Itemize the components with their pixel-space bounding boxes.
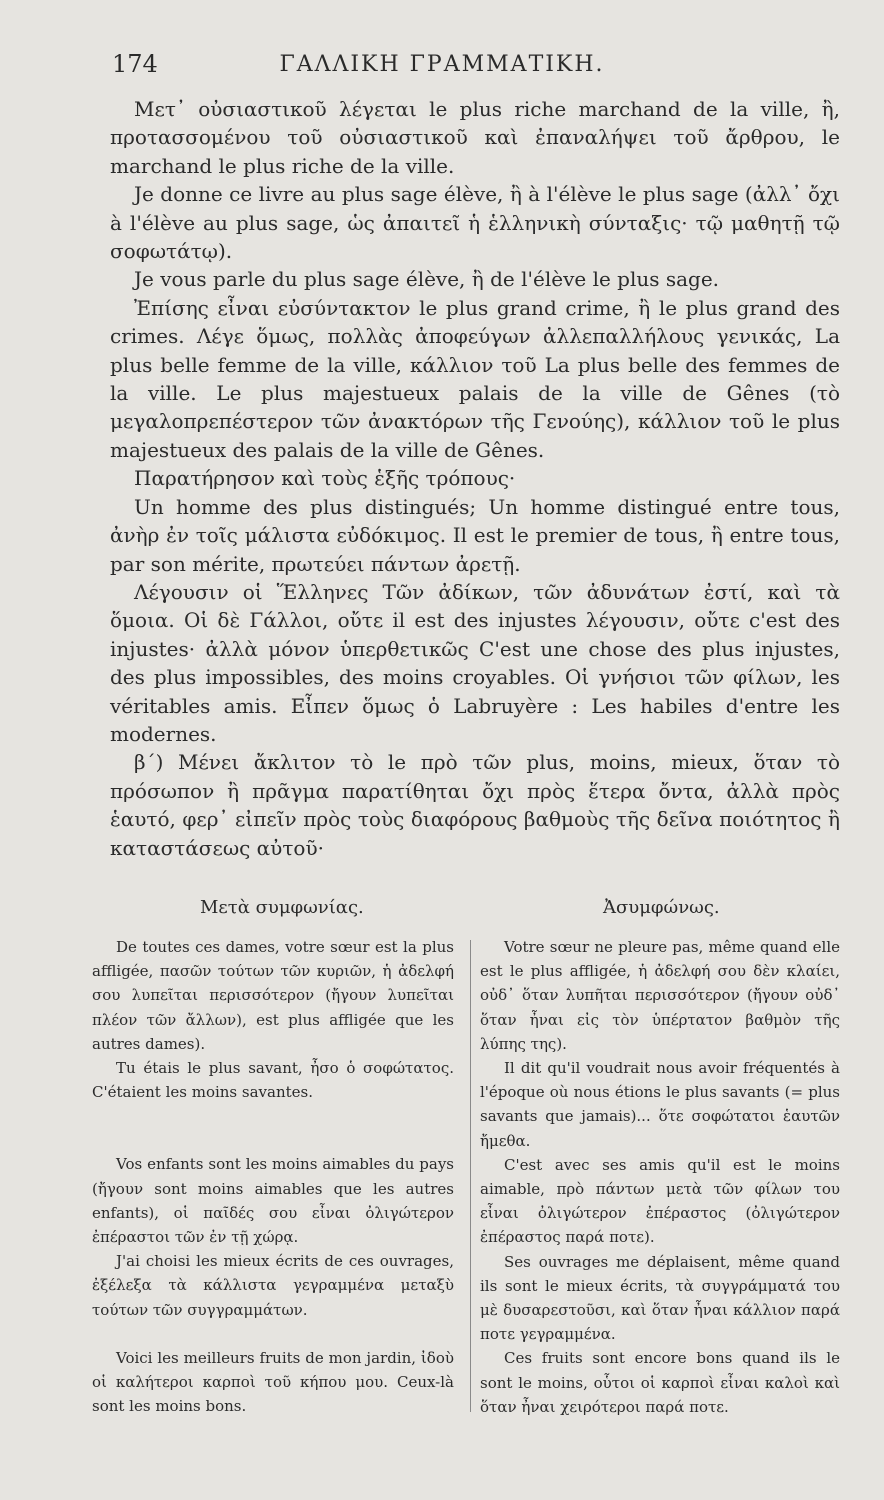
example-paragraph: C'est avec ses amis qu'il est le moins aimable, πρὸ πάντων μετὰ τῶν φίλων του εἶναι ὀλιγώτερον ἐπέραστος (ὀλιγώτερον ἐπέραστος παρά ποτε). (480, 1155, 840, 1247)
paragraph: Μετ᾽ οὐσιαστικοῦ λέγεται le plus riche marchand de la ville, ἢ, προτασσομένου τοῦ οὐσιαστικοῦ καὶ ἐπαναλήψει τοῦ ἄρθρου, le marchand le plus riche de la ville. (110, 97, 840, 178)
running-title: ΓΑΛΛΙΚΗ ΓΡΑΜΜΑΤΙΚΗ. (279, 52, 605, 77)
example-paragraph: Il dit qu'il voudrait nous avoir fréquentés à l'époque où nous étions le plus savants (= plus savants que jamais)... ὅτε σοφώτατοι ἑαυτῶν ἤμεθα. (480, 1059, 840, 1150)
paragraph: Λέγουσιν οἱ Ἕλληνες Τῶν ἀδίκων, τῶν ἀδυνάτων ἐστί, καὶ τὰ ὅμοια. Οἱ δὲ Γάλλοι, οὔτε il est des injustes λέγουσιν, οὔτε c'est des injustes· ἀλλὰ μόνον ὑπερθετικῶς C'est une chose des plus injustes, des plus impossibles, des moins croyables. Οἱ γνήσιοι τῶν φίλων, les véritables amis. Εἶπεν ὅμως ὁ Labruyère : Les habiles d'entre les modernes. (110, 579, 840, 746)
column-divider (470, 940, 471, 1412)
left-column (92, 935, 454, 1418)
example-paragraph: Votre sœur ne pleure pas, même quand elle est le plus affligée, ἡ ἀδελφή σου δὲν κλαίει, οὐδ᾽ ὅταν λυπῆται περισσότερον (ἤγουν οὐδ᾽ ὅταν ἦναι εἰς τὸν ὑπέρτατον βαθμὸν τῆς λύπης της). (480, 938, 840, 1053)
example-paragraph: Vos enfants sont les moins aimables du pays (ἤγουν sont moins aimables que les autres enfants), οἱ παῖδές σου εἶναι ὀλιγώτερον ἐπέραστοι τῶν ἐν τῇ χώρᾳ. (92, 1155, 454, 1247)
page-header (0, 50, 884, 90)
paragraph: Je vous parle du plus sage élève, ἢ de l'élève le plus sage. (134, 267, 720, 292)
right-column (480, 935, 840, 1419)
spacer (92, 1322, 454, 1346)
example-paragraph: Ses ouvrages me déplaisent, même quand ils sont le mieux écrits, τὰ συγγράμματά του μὲ δυσαρεστοῦσι, καὶ ὅταν ἦναι κάλλιον παρά ποτε γεγραμμένα. (480, 1252, 840, 1344)
paragraph: Παρατήρησον καὶ τοὺς ἑξῆς τρόπους· (134, 466, 516, 491)
main-text (110, 95, 840, 862)
right-column-heading: Ἀσυμφώνως. (603, 897, 720, 918)
example-paragraph: Tu étais le plus savant, ἦσο ὁ σοφώτατος. C'étaient les moins savantes. (92, 1059, 454, 1102)
paragraph: β´) Μένει ἄκλιτον τὸ le πρὸ τῶν plus, moins, mieux, ὅταν τὸ πρόσωπον ἢ πρᾶγμα παρατίθηται ὄχι πρὸς ἕτερα ὄντα, ἀλλὰ πρὸς ἑαυτό, φερ᾽ εἰπεῖν πρὸς τοὺς διαφόρους βαθμοὺς τῆς δεῖνα ποιότητος ἢ καταστάσεως αὐτοῦ· (110, 750, 840, 860)
example-paragraph: Ces fruits sont encore bons quand ils le sont le moins, οὗτοι οἱ καρποὶ εἶναι καλοὶ καὶ ὅταν ἦναι χειρότεροι παρά ποτε. (480, 1349, 840, 1416)
left-column-heading: Μετὰ συμφωνίας. (200, 897, 364, 918)
example-paragraph: De toutes ces dames, votre sœur est la plus affligée, πασῶν τούτων τῶν κυριῶν, ἡ ἀδελφή σου λυπεῖται περισσότερον (ἤγουν λυπεῖται πλέον τῶν ἄλλων), est plus affligée que les autres dames). (92, 938, 454, 1053)
spacer (92, 1104, 454, 1128)
spacer (92, 1128, 454, 1152)
paragraph: Ἐπίσης εἶναι εὐσύντακτον le plus grand crime, ἢ le plus grand des crimes. Λέγε ὅμως, πολλὰς ἀποφεύγων ἀλλεπαλλήλους γενικάς, La plus belle femme de la ville, κάλλιον τοῦ La plus belle des femmes de la ville. Le plus majestueux palais de la ville de Gênes (τὸ μεγαλοπρεπέστερον τῶν ἀνακτόρων τῆς Γενούης), κάλλιον τοῦ le plus majestueux des palais de la ville de Gênes. (110, 295, 840, 462)
page-number: 174 (112, 50, 158, 78)
example-paragraph: Voici les meilleurs fruits de mon jardin, ἰδοὺ οἱ καλήτεροι καρποὶ τοῦ κήπου μου. Ceux-là sont les moins bons. (92, 1348, 454, 1416)
paragraph: Un homme des plus distingués; Un homme distingué entre tous, ἀνὴρ ἐν τοῖς μάλιστα εὐδόκιμος. Il est le premier de tous, ἢ entre tous, par son mérite, πρωτεύει πάντων ἀρετῇ. (110, 494, 840, 576)
example-paragraph: J'ai choisi les mieux écrits de ces ouvrages, ἐξέλεξα τὰ κάλλιστα γεγραμμένα μεταξὺ τούτων τῶν συγγραμμάτων. (92, 1252, 454, 1319)
paragraph: Je donne ce livre au plus sage élève, ἢ à l'élève le plus sage (ἀλλ᾽ ὄχι à l'élève au plus sage, ὡς ἀπαιτεῖ ἡ ἑλληνικὴ σύνταξις· τῷ μαθητῇ τῷ σοφωτάτῳ). (110, 182, 840, 264)
